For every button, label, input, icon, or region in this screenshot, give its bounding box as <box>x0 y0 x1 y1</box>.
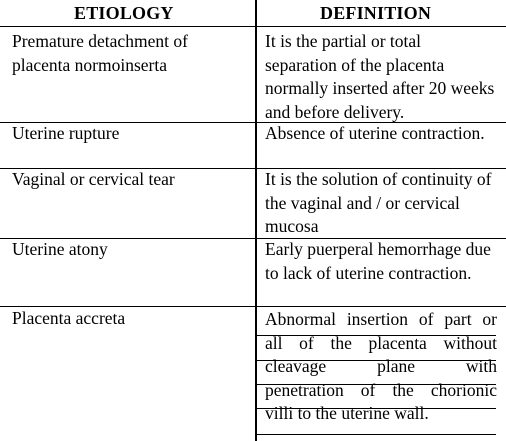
row-sub-rule-5 <box>256 434 496 435</box>
header-rule <box>0 26 506 27</box>
definition-line: penetration of the chorionic <box>265 379 497 400</box>
definition-line: cleavage plane with <box>265 356 497 377</box>
column-header-etiology: ETIOLOGY <box>74 3 174 23</box>
etiology-cell-5: Placenta accreta <box>12 308 126 328</box>
etiology-cell-2: Uterine rupture <box>12 123 120 143</box>
etiology-cell-3: Vaginal or cervical tear <box>12 169 175 189</box>
definition-line: villi to the uterine wall. <box>265 403 429 424</box>
etiology-cell-4: Uterine atony <box>12 239 108 259</box>
column-header-definition: DEFINITION <box>320 3 432 23</box>
definition-cell-5 <box>265 308 497 426</box>
definition-cell-4: Early puerperal hemorrhage due to lack of uterine contraction. <box>265 239 491 283</box>
definition-cell-2: Absence of uterine contraction. <box>265 123 485 143</box>
definition-line: all of the placenta without <box>265 332 497 353</box>
definition-cell-3: It is the solution of continuity of the vaginal and / or cervical mucosa <box>265 169 492 237</box>
table-header <box>0 0 506 26</box>
definition-cell-1: It is the partial or total separation of the placenta normally inserted after 20 weeks and before delivery. <box>265 31 495 122</box>
etiology-cell-1: Premature detachment of placenta normoinserta <box>12 31 188 75</box>
column-divider <box>255 0 257 441</box>
definition-line: Abnormal insertion of part or <box>265 309 497 329</box>
